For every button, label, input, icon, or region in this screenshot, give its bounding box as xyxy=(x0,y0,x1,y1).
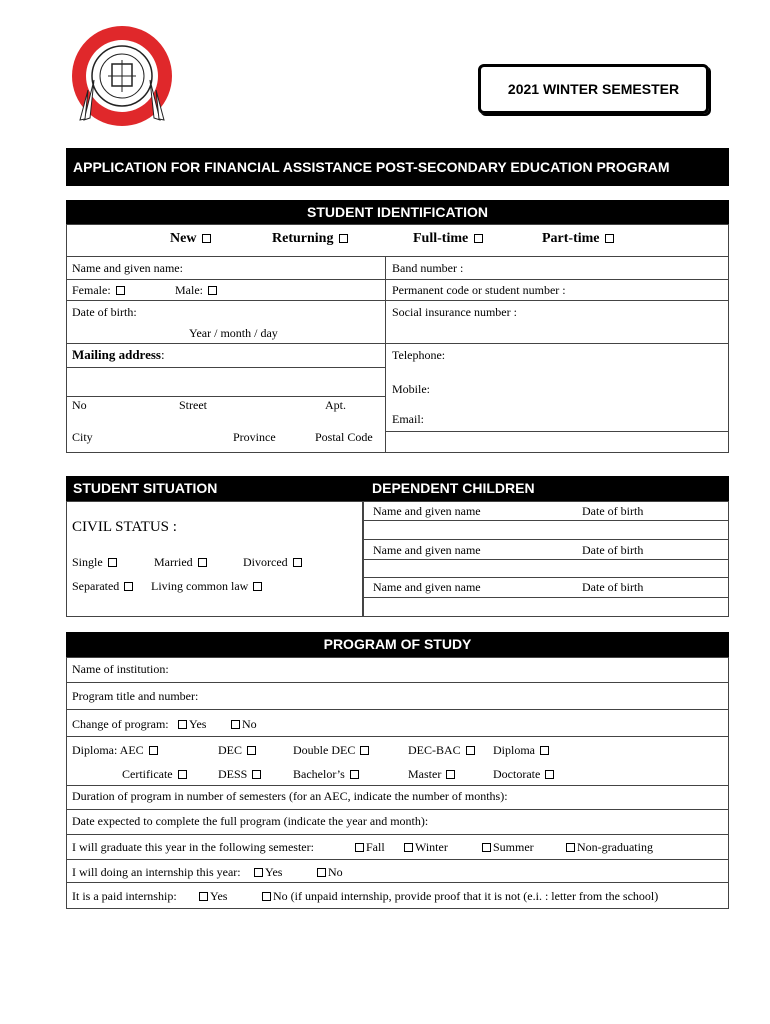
doctorate-label: Doctorate xyxy=(493,767,541,781)
female-label: Female: xyxy=(72,283,111,297)
dob-label: Date of birth: xyxy=(72,305,137,319)
date-expected-label: Date expected to complete the full program (indicate the year and month): xyxy=(72,814,429,828)
dec-bac-option[interactable] xyxy=(408,744,477,756)
address-no-label: No xyxy=(72,398,87,412)
internship-yes-checkbox[interactable] xyxy=(254,868,263,877)
section-title: PROGRAM OF STUDY xyxy=(323,636,472,652)
change-yes-option[interactable] xyxy=(176,718,206,730)
married-checkbox[interactable] xyxy=(198,558,207,567)
change-no-checkbox[interactable] xyxy=(231,720,240,729)
common-law-checkbox[interactable] xyxy=(253,582,262,591)
full-time-label: Full-time xyxy=(413,231,469,246)
non-graduating-checkbox[interactable] xyxy=(566,843,575,852)
mailing-label-text: Mailing address xyxy=(72,347,161,362)
new-option[interactable] xyxy=(170,232,213,246)
double-dec-label: Double DEC xyxy=(293,743,356,757)
yes-label: Yes xyxy=(210,889,228,903)
dec-bac-checkbox[interactable] xyxy=(466,746,475,755)
married-label: Married xyxy=(154,555,193,569)
non-graduating-option[interactable] xyxy=(564,841,653,853)
certificate-checkbox[interactable] xyxy=(178,770,187,779)
mobile-label: Mobile: xyxy=(392,382,430,396)
bachelor-label: Bachelor’s xyxy=(293,767,345,781)
yes-label: Yes xyxy=(189,717,207,731)
master-label: Master xyxy=(408,767,442,781)
paid-no-option[interactable] xyxy=(260,890,658,902)
common-law-option[interactable] xyxy=(151,580,264,592)
non-graduating-label: Non-graduating xyxy=(577,840,653,854)
new-label: New xyxy=(170,231,197,246)
emblem-seal-icon xyxy=(64,20,180,140)
mailing-colon: : xyxy=(160,347,165,362)
single-option[interactable] xyxy=(72,556,119,568)
mailing-address-label xyxy=(72,348,165,361)
male-checkbox[interactable] xyxy=(208,286,217,295)
internship-yes-option[interactable] xyxy=(252,866,282,878)
bachelor-option[interactable] xyxy=(293,768,361,780)
child-1-name-label: Name and given name xyxy=(373,504,481,518)
section-title: DEPENDENT CHILDREN xyxy=(372,480,535,496)
married-option[interactable] xyxy=(154,556,209,568)
paid-yes-checkbox[interactable] xyxy=(199,892,208,901)
separated-label: Separated xyxy=(72,579,120,593)
internship-no-checkbox[interactable] xyxy=(317,868,326,877)
part-time-checkbox[interactable] xyxy=(605,234,614,243)
common-law-label: Living common law xyxy=(151,579,249,593)
separated-checkbox[interactable] xyxy=(124,582,133,591)
aec-checkbox[interactable] xyxy=(149,746,158,755)
internship-label: I will doing an internship this year: xyxy=(72,865,241,879)
bachelor-checkbox[interactable] xyxy=(350,770,359,779)
section-header-dependent-children xyxy=(363,476,729,501)
part-time-option[interactable] xyxy=(542,232,616,246)
section-header-program-of-study xyxy=(66,632,729,657)
aec-label: Diploma: AEC xyxy=(72,743,144,757)
full-time-checkbox[interactable] xyxy=(474,234,483,243)
winter-option[interactable] xyxy=(402,841,448,853)
dec-checkbox[interactable] xyxy=(247,746,256,755)
doctorate-option[interactable] xyxy=(493,768,556,780)
program-title-label: Program title and number: xyxy=(72,689,199,703)
single-checkbox[interactable] xyxy=(108,558,117,567)
diploma-option[interactable] xyxy=(493,744,551,756)
new-checkbox[interactable] xyxy=(202,234,211,243)
section-title: STUDENT IDENTIFICATION xyxy=(307,204,488,220)
band-number-label: Band number : xyxy=(392,261,464,275)
part-time-label: Part-time xyxy=(542,231,600,246)
change-no-option[interactable] xyxy=(229,718,257,730)
summer-label: Summer xyxy=(493,840,534,854)
certificate-label: Certificate xyxy=(122,767,173,781)
paid-no-checkbox[interactable] xyxy=(262,892,271,901)
male-label: Male: xyxy=(175,283,203,297)
apt-label: Apt. xyxy=(325,398,346,412)
child-2-name-label: Name and given name xyxy=(373,543,481,557)
summer-checkbox[interactable] xyxy=(482,843,491,852)
returning-option[interactable] xyxy=(272,232,350,246)
email-label: Email: xyxy=(392,412,424,426)
dess-option[interactable] xyxy=(218,768,263,780)
no-label: No xyxy=(328,865,343,879)
logo xyxy=(64,20,180,140)
civil-status-label: CIVIL STATUS : xyxy=(72,519,177,535)
fall-checkbox[interactable] xyxy=(355,843,364,852)
divorced-label: Divorced xyxy=(243,555,288,569)
dec-bac-label: DEC-BAC xyxy=(408,743,461,757)
section-header-student-identification xyxy=(66,200,729,224)
winter-checkbox[interactable] xyxy=(404,843,413,852)
double-dec-option[interactable] xyxy=(293,744,371,756)
postal-code-label: Postal Code xyxy=(315,430,373,444)
separated-option[interactable] xyxy=(72,580,135,592)
dob-format-hint: Year / month / day xyxy=(189,326,278,340)
aec-option[interactable] xyxy=(72,744,160,756)
duration-label: Duration of program in number of semesters (for an AEC, indicate the number of months): xyxy=(72,789,508,803)
change-yes-checkbox[interactable] xyxy=(178,720,187,729)
section-title: STUDENT SITUATION xyxy=(73,480,218,496)
name-field-label: Name and given name: xyxy=(72,261,183,275)
doctorate-checkbox[interactable] xyxy=(545,770,554,779)
city-label: City xyxy=(72,430,93,444)
single-label: Single xyxy=(72,555,103,569)
double-dec-checkbox[interactable] xyxy=(360,746,369,755)
master-checkbox[interactable] xyxy=(446,770,455,779)
fall-label: Fall xyxy=(366,840,385,854)
form-title xyxy=(66,148,729,186)
sin-label: Social insurance number : xyxy=(392,305,517,319)
returning-label: Returning xyxy=(272,231,334,246)
dec-option[interactable] xyxy=(218,744,258,756)
master-option[interactable] xyxy=(408,768,457,780)
winter-label: Winter xyxy=(415,840,448,854)
permanent-code-label: Permanent code or student number : xyxy=(392,283,566,297)
unpaid-note-label: No (if unpaid internship, provide proof that it is not (e.i. : letter from the school) xyxy=(273,889,659,903)
female-checkbox[interactable] xyxy=(116,286,125,295)
child-1-dob-label: Date of birth xyxy=(582,504,644,518)
paid-yes-option[interactable] xyxy=(197,890,227,902)
section-header-student-situation xyxy=(66,476,363,501)
certificate-option[interactable] xyxy=(122,768,189,780)
diploma-label: Diploma xyxy=(493,743,535,757)
divorced-option[interactable] xyxy=(243,556,304,568)
semester-label: 2021 WINTER SEMESTER xyxy=(507,81,680,97)
dec-label: DEC xyxy=(218,743,242,757)
female-option[interactable] xyxy=(72,284,127,296)
child-3-dob-label: Date of birth xyxy=(582,580,644,594)
child-2-dob-label: Date of birth xyxy=(582,543,644,557)
dess-label: DESS xyxy=(218,767,248,781)
paid-internship-label: It is a paid internship: xyxy=(72,889,177,903)
telephone-label: Telephone: xyxy=(392,348,446,362)
form-title-text: APPLICATION FOR FINANCIAL ASSISTANCE POST-SECONDARY EDUCATION PROGRAM xyxy=(73,159,670,175)
fall-option[interactable] xyxy=(353,841,385,853)
street-label: Street xyxy=(179,398,207,412)
institution-label: Name of institution: xyxy=(72,662,169,676)
semester-box xyxy=(478,64,709,114)
full-time-option[interactable] xyxy=(413,232,485,246)
diploma-checkbox[interactable] xyxy=(540,746,549,755)
returning-checkbox[interactable] xyxy=(339,234,348,243)
divorced-checkbox[interactable] xyxy=(293,558,302,567)
yes-label: Yes xyxy=(265,865,283,879)
dess-checkbox[interactable] xyxy=(252,770,261,779)
male-option[interactable] xyxy=(175,284,219,296)
internship-no-option[interactable] xyxy=(315,866,343,878)
no-label: No xyxy=(242,717,257,731)
province-label: Province xyxy=(233,430,276,444)
change-of-program-label: Change of program: xyxy=(72,717,169,731)
child-3-name-label: Name and given name xyxy=(373,580,481,594)
graduate-semester-label: I will graduate this year in the following semester: xyxy=(72,840,314,854)
summer-option[interactable] xyxy=(480,841,534,853)
